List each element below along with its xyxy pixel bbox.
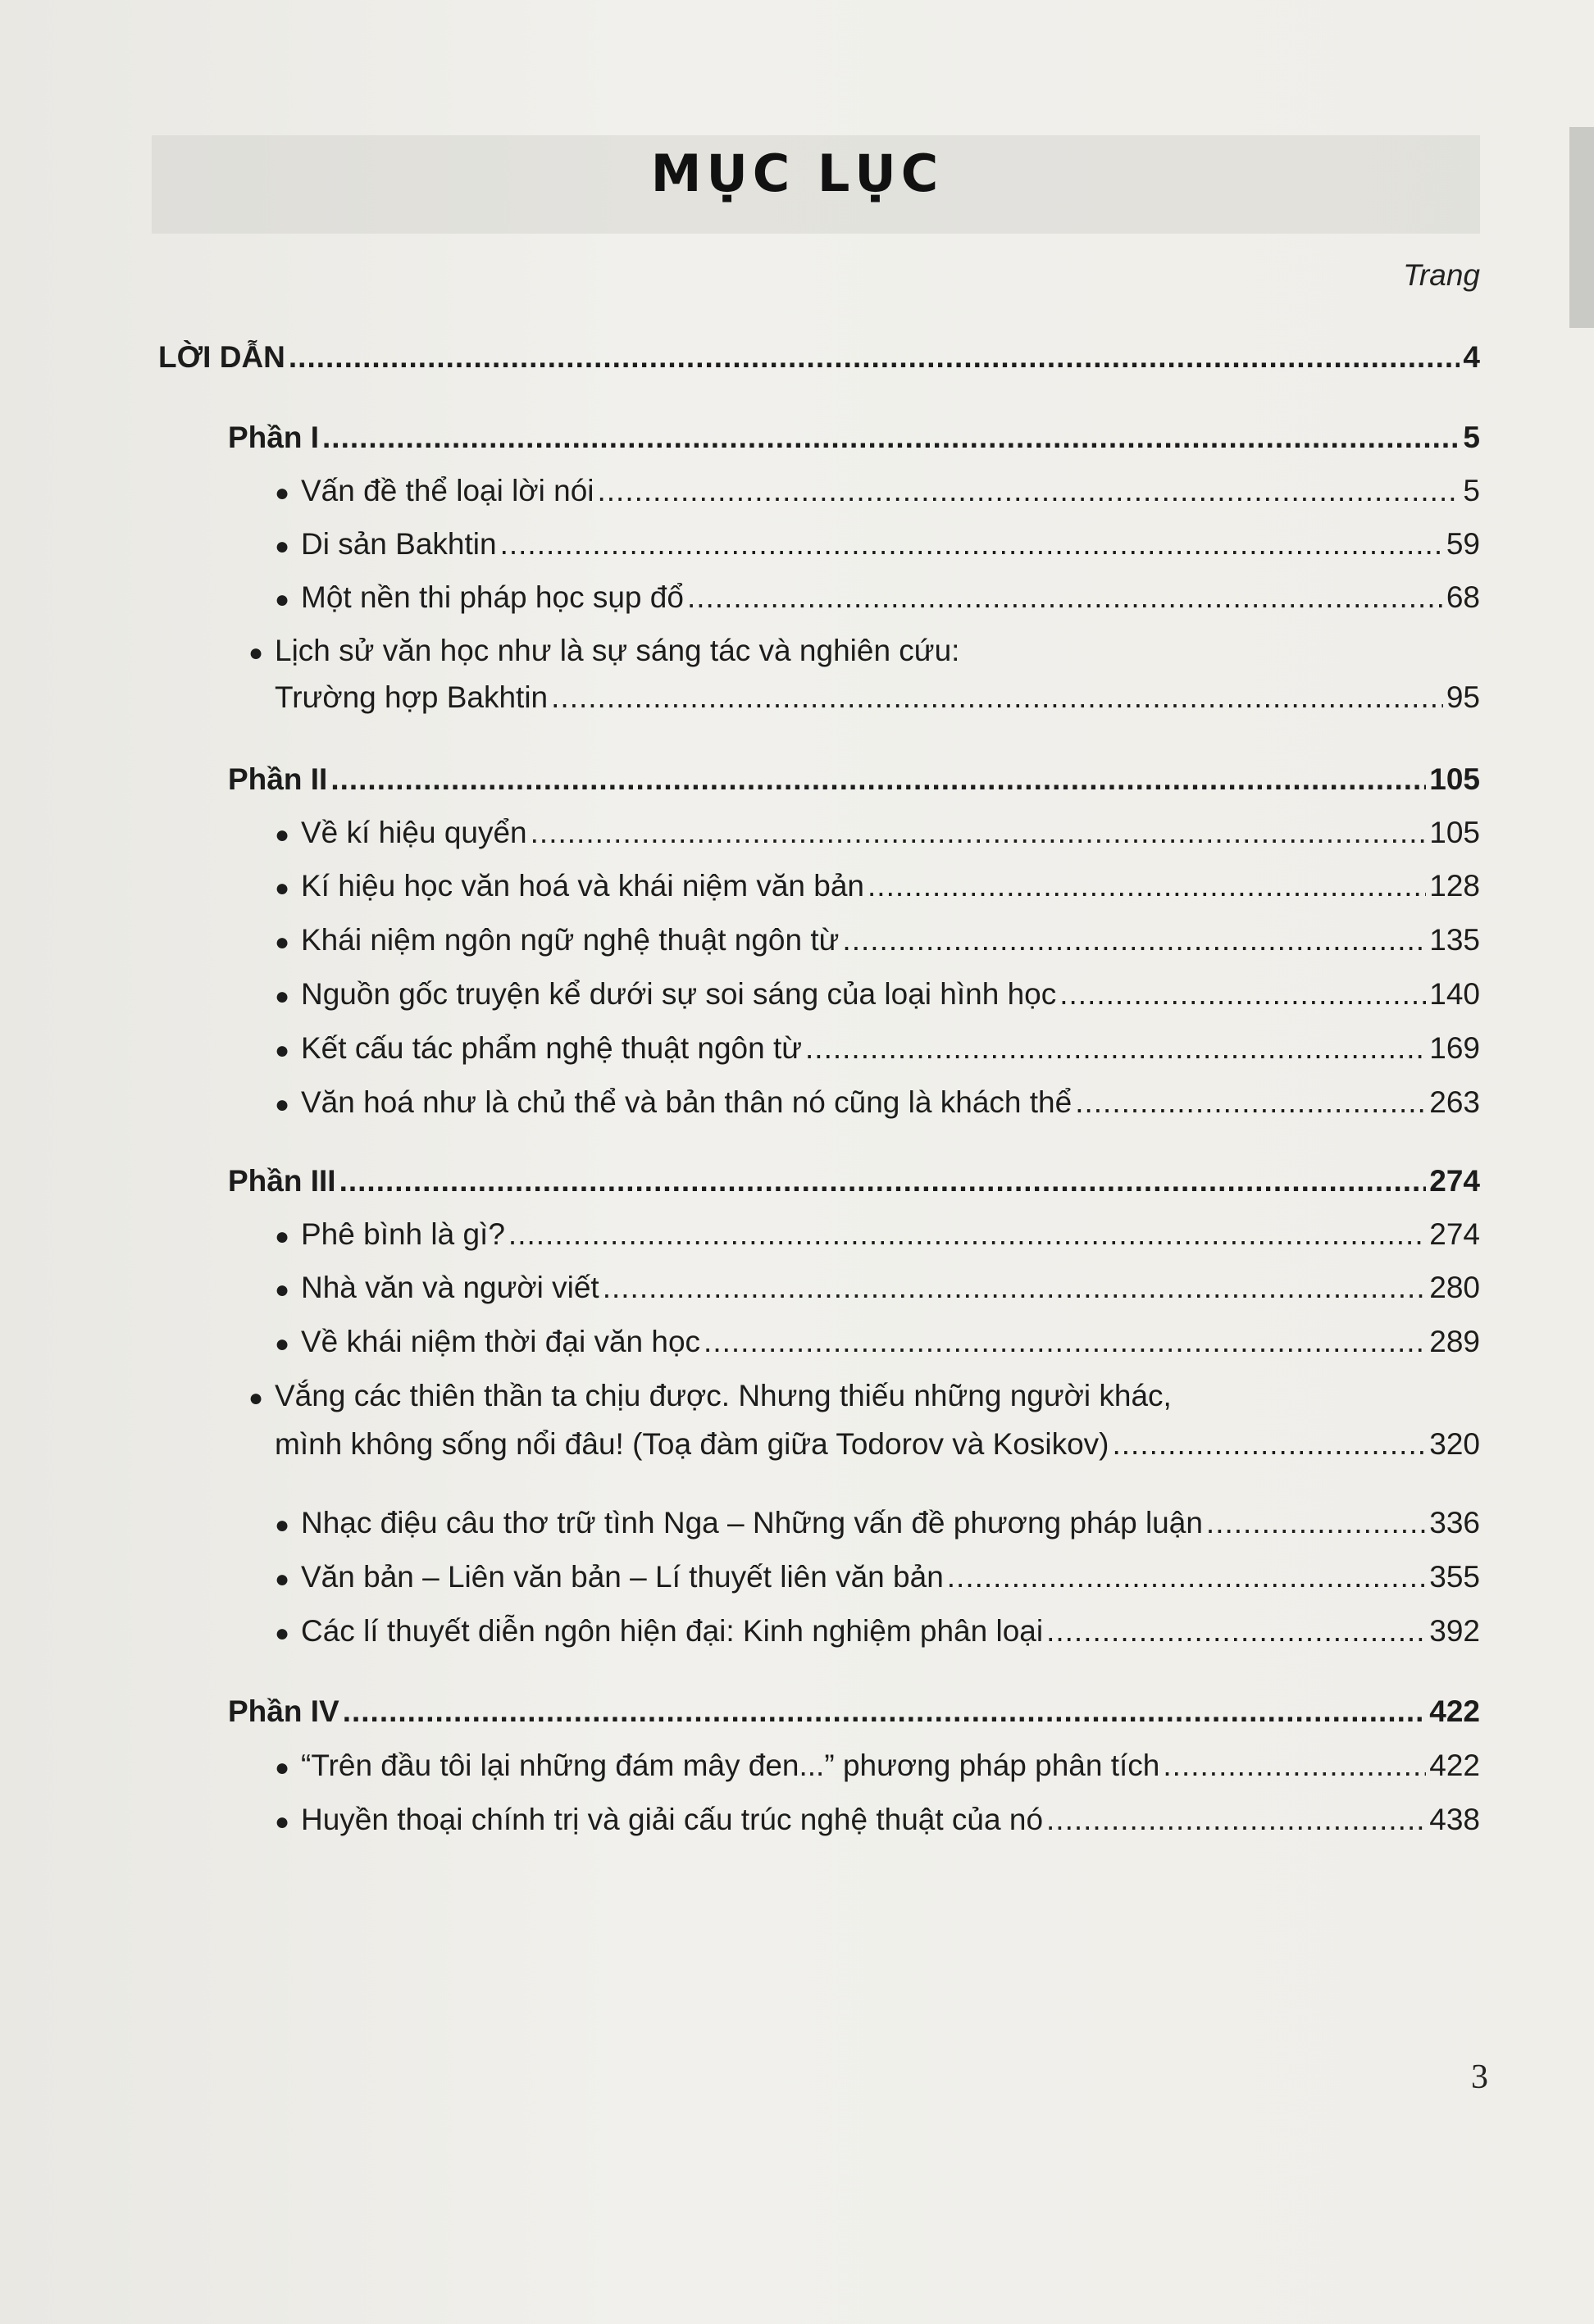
bullet-icon: ● — [248, 1385, 264, 1412]
page-column-label: Trang — [1403, 258, 1480, 292]
toc-section[interactable]: Phần II ..... 105 — [228, 758, 1480, 801]
bullet-icon: ● — [275, 533, 290, 560]
toc-item[interactable]: ● Về kí hiệu quyển ..... 105 — [275, 812, 1480, 854]
toc-item-line1[interactable]: ● Lịch sử văn học như là sự sáng tác và nghiên cứu: — [275, 630, 959, 675]
toc-section[interactable]: Phần I ..... 5 — [228, 416, 1480, 459]
toc-item[interactable]: ● Văn hoá như là chủ thể và bản thân nó cũng là khách thể ..... 263 — [275, 1081, 1480, 1124]
toc-item[interactable]: ● Kết cấu tác phẩm nghệ thuật ngôn từ ..... 169 — [275, 1027, 1480, 1070]
toc-entry[interactable]: LỜI DẪN ..... 4 — [158, 336, 1480, 379]
toc-section[interactable]: Phần IV ..... 422 — [228, 1690, 1480, 1733]
bullet-icon: ● — [275, 480, 290, 507]
toc-item[interactable]: ● Huyền thoại chính trị và giải cấu trúc nghệ thuật của nó ..... 438 — [275, 1799, 1480, 1841]
bullet-icon: ● — [275, 1808, 290, 1835]
toc-item[interactable]: Trường hợp Bakhtin ..... 95 — [275, 676, 1480, 719]
bullet-icon: ● — [275, 983, 290, 1010]
toc-item[interactable]: ● Một nền thi pháp học sụp đổ ..... 68 — [275, 576, 1480, 619]
bullet-icon: ● — [275, 1037, 290, 1064]
page-number: 3 — [1471, 2058, 1488, 2096]
toc-item[interactable]: ● Văn bản – Liên văn bản – Lí thuyết liên văn bản ..... 355 — [275, 1556, 1480, 1599]
bullet-icon: ● — [275, 586, 290, 613]
toc-item[interactable]: ● Di sản Bakhtin ..... 59 — [275, 523, 1480, 566]
toc-item-line1[interactable]: ● Vắng các thiên thần ta chịu được. Nhưng thiếu những người khác, — [275, 1375, 1172, 1420]
toc-item[interactable]: ● Nhạc điệu câu thơ trữ tình Nga – Những vấn đề phương pháp luận ..... 336 — [275, 1502, 1480, 1544]
toc-item[interactable]: ● Nguồn gốc truyện kể dưới sự soi sáng của loại hình học ..... 140 — [275, 973, 1480, 1016]
toc-item[interactable]: ● Nhà văn và người viết ..... 280 — [275, 1267, 1480, 1309]
page-title: MỤC LỤC — [650, 143, 944, 203]
bullet-icon: ● — [275, 1620, 290, 1647]
bullet-icon: ● — [275, 1091, 290, 1118]
toc-item[interactable]: ● Kí hiệu học văn hoá và khái niệm văn bản ..... 128 — [275, 865, 1480, 907]
bullet-icon: ● — [275, 1330, 290, 1358]
toc-section[interactable]: Phần III ..... 274 — [228, 1160, 1480, 1203]
toc-item[interactable]: ● Vấn đề thể loại lời nói ..... 5 — [275, 470, 1480, 512]
bullet-icon: ● — [275, 1754, 290, 1781]
bullet-icon: ● — [275, 1566, 290, 1593]
toc-item[interactable]: ● Về khái niệm thời đại văn học ..... 289 — [275, 1321, 1480, 1363]
bullet-icon: ● — [275, 875, 290, 902]
toc-item[interactable]: ● Khái niệm ngôn ngữ nghệ thuật ngôn từ ..... 135 — [275, 919, 1480, 962]
bullet-icon: ● — [275, 821, 290, 848]
bullet-icon: ● — [275, 1512, 290, 1539]
toc-item[interactable]: ● “Trên đầu tôi lại những đám mây đen...” phương pháp phân tích ..... 422 — [275, 1744, 1480, 1787]
bullet-icon: ● — [275, 1223, 290, 1250]
bullet-icon: ● — [275, 1276, 290, 1303]
toc-item[interactable]: ● Phê bình là gì? ..... 274 — [275, 1213, 1480, 1256]
bullet-icon: ● — [275, 929, 290, 956]
toc-item[interactable]: mình không sống nổi đâu! (Toạ đàm giữa Todorov và Kosikov) ..... 320 — [275, 1423, 1480, 1466]
toc-item[interactable]: ● Các lí thuyết diễn ngôn hiện đại: Kinh nghiệm phân loại ..... 392 — [275, 1610, 1480, 1653]
bullet-icon: ● — [248, 639, 264, 666]
